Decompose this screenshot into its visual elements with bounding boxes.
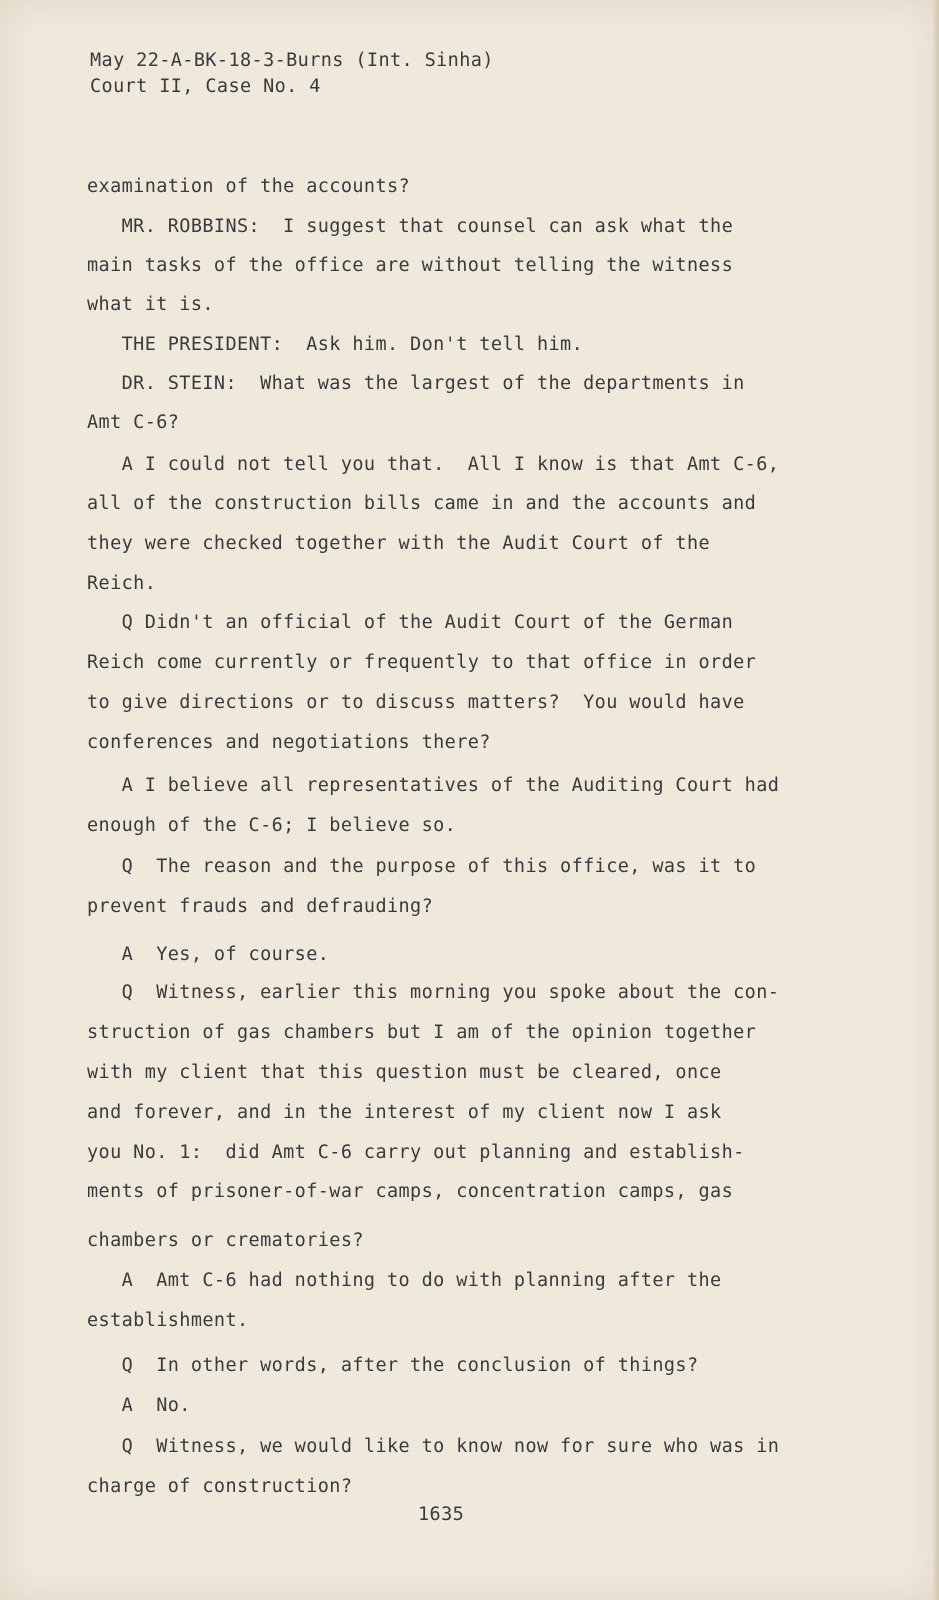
body-line: what it is.: [87, 294, 214, 315]
body-line: enough of the C-6; I believe so.: [87, 815, 457, 836]
body-line: Reich.: [87, 573, 157, 594]
body-line: main tasks of the office are without telling the witness: [87, 255, 734, 276]
body-line: you No. 1: did Amt C-6 carry out planning and establish-: [87, 1142, 745, 1163]
body-line: A I believe all representatives of the Auditing Court had: [87, 775, 780, 796]
body-line: THE PRESIDENT: Ask him. Don't tell him.: [87, 334, 584, 355]
body-line: with my client that this question must be cleared, once: [87, 1062, 722, 1083]
body-line: and forever, and in the interest of my client now I ask: [87, 1102, 722, 1123]
header-line-2: Court II, Case No. 4: [90, 76, 321, 97]
body-line: A Amt C-6 had nothing to do with planning after the: [87, 1270, 722, 1291]
body-line: A I could not tell you that. All I know is that Amt C-6,: [87, 454, 780, 475]
body-line: they were checked together with the Audit Court of the: [87, 533, 711, 554]
body-line: Amt C-6?: [87, 412, 180, 433]
body-line: DR. STEIN: What was the largest of the departments in: [87, 373, 745, 394]
body-line: Q In other words, after the conclusion of things?: [87, 1355, 699, 1376]
body-line: conferences and negotiations there?: [87, 732, 491, 753]
body-line: Reich come currently or frequently to that office in order: [87, 652, 757, 673]
body-line: Q Witness, we would like to know now for sure who was in: [87, 1436, 780, 1457]
body-line: prevent frauds and defrauding?: [87, 896, 434, 917]
body-line: establishment.: [87, 1310, 249, 1331]
body-line: to give directions or to discuss matters? You would have: [87, 692, 745, 713]
body-line: struction of gas chambers but I am of the opinion together: [87, 1022, 757, 1043]
body-line: MR. ROBBINS: I suggest that counsel can ask what the: [87, 216, 734, 237]
body-line: A No.: [87, 1395, 191, 1416]
body-line: A Yes, of course.: [87, 944, 330, 965]
body-line: ments of prisoner-of-war camps, concentration camps, gas: [87, 1181, 734, 1202]
body-line: Q Didn't an official of the Audit Court of the German: [87, 612, 734, 633]
body-line: Q The reason and the purpose of this office, was it to: [87, 856, 757, 877]
body-line: charge of construction?: [87, 1476, 353, 1497]
body-line: examination of the accounts?: [87, 176, 411, 197]
page-number: 1635: [418, 1504, 465, 1525]
body-line: all of the construction bills came in and the accounts and: [87, 493, 757, 514]
body-line: chambers or crematories?: [87, 1230, 364, 1251]
header-line-1: May 22-A-BK-18-3-Burns (Int. Sinha): [90, 50, 494, 71]
page-edge: [933, 0, 939, 1600]
body-line: Q Witness, earlier this morning you spoke about the con-: [87, 982, 780, 1003]
